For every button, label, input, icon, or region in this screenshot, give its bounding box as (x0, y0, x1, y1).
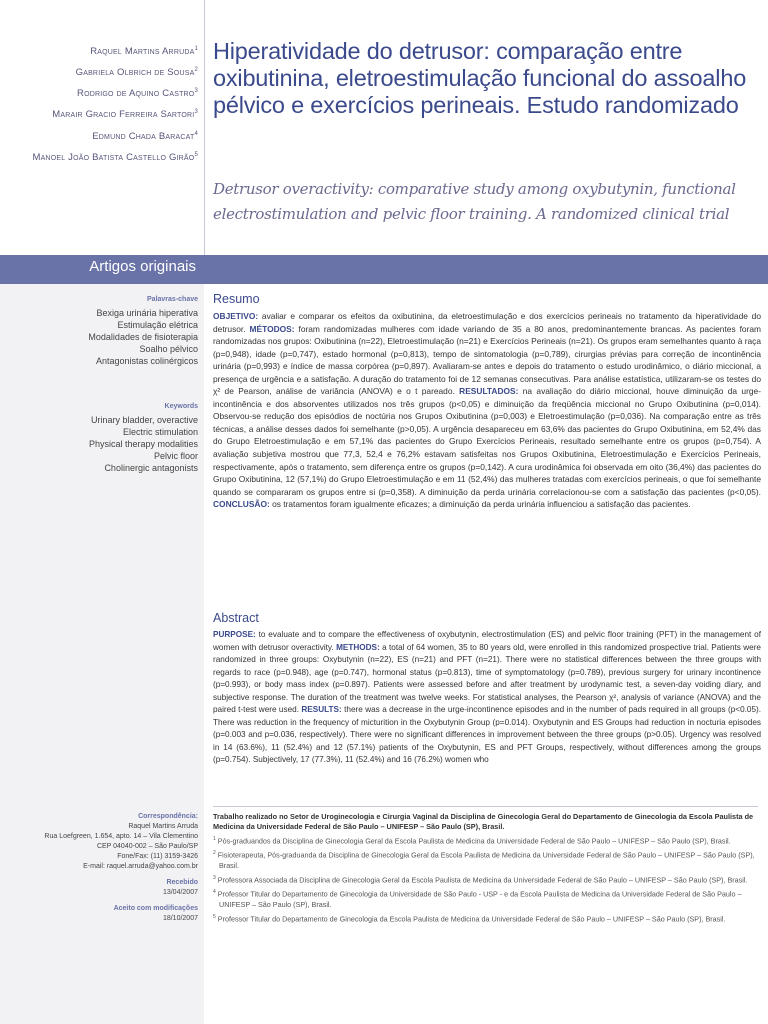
author: Rodrigo de Aquino Castro$^3$ (77, 88, 198, 100)
correspondence (8, 812, 198, 927)
keywords-en-heading: Keywords (164, 403, 198, 410)
keyword: Urinary bladder, overactive (90, 415, 198, 425)
article-subtitle: Detrusor overactivity: comparative study among oxybutynin, functional electrostimulation and pelvic floor training. A randomized clinical trial (213, 180, 736, 223)
footnote: $^5$ Professor Titular do Departamento de Ginecologia da Escola Paulista de Medicina da Universidade Federal de São Paulo – UNIFESP – São Paulo (SP), Brasil. (213, 913, 726, 923)
section-label: Artigos originais (89, 258, 196, 275)
footnotes (213, 812, 758, 926)
resumo-heading: Resumo (213, 292, 260, 306)
correspondence-label: Correspondência: (138, 813, 198, 820)
abstract-text: PURPOSE: to evaluate and to compare the effectiveness of oxybutynin, electrostimulation (ES) and pelvic floor training (PFT) in the management of women with detrusor overactivity. METHODS: a total of 64 women, 35 to 80 years old, were enrolled in this randomized prospective trial. Patients were randomized in three groups: Oxybutynin (n=22), ES (n=21) and PFT (n=21). There were no statistical differences between the three groups with regards to race (p=0.948), age (p=0.747), hormonal status (p=0.813), time of symptomatology (p=0.789), previous surgery for urinary incontinence (p=0.993), or body mass index (p=0.897). Patients were assessed before and after treatment by urodynamic test, a seven-day voiding diary, and subjective response. The duration of the treatment was twelve weeks. For statistical analyses, the Pearson χ², analysis of variance (ANOVA) and the paired t-test were used. RESULTS: there was a decrease in the urge-incontinence episodes and in the number of pads required in all groups (p<0.05). There was reduction in the frequency of micturition in the Oxybutynin Group (p=0.014). Oxybutynin and ES Groups had reduction in nocturia episodes (p=0.003 and p=0.036, respectively). There were no significant differences in improvement between the three groups (p>0.05). Urgency was resolved in 14 (63.6%), 11 (52.4%) and 12 (57.1%) patients of the Oxybutynin, ES and PFT Groups, respectively, without differences among the groups (p=0.754). Subjectively, 17 (77.3%), 11 (52.4%) and 16 (76.2%) women who (213, 630, 762, 765)
keywords-pt (8, 296, 198, 367)
footnote-divider (213, 806, 758, 807)
keyword: Physical therapy modalities (88, 439, 198, 449)
resumo-text: OBJETIVO: avaliar e comparar os efeitos da oxibutinina, da eletroestimulação e dos exercícios perineais no tratamento da hiperatividade do detrusor. MÉTODOS: foram randomizadas mulheres com idade variando de 35 a 80 anos, predominantemente brancas. As pacientes foram randomizadas nos grupos: Oxibutinina (n=22), Eletroestimulação (n=21) e Exercícios Perineais (n=21). Os grupos eram semelhantes quanto à raça (p=0,948), idade (p=0,747), estado hormonal (p=0,813), tempo de sintomatologia (p=0,789), cirurgias prévias para correção de incontinência urinária (p=0,993) e índice de massa corpórea (p=0,897). Avaliaram-se antes e depois do tratamento o estudo urodinâmico, o diário miccional, a presença de urgência e a satisfação. A duração do tratamento foi de 12 semanas consecutivas. Para análise estatística, utilizaram-se os testes do χ² de Pearson, análise de variância (ANOVA) e o t pareado. RESULTADOS: na avaliação do diário miccional, houve diminuição da urge-incontinência e dos absorventes utilizados nos três grupos (p<0,05) e diminuição da freqüência miccional no Grupo Oxibutinina (p=0,014). Observou-se redução dos episódios de noctúria nos Grupos Oxibutinina (p=0,003) e Eletroestimulação (p=0,036). Na comparação entre as três técnicas, a análise desses dados foi semelhante (p>0,05). A urgência desapareceu em 63,6% das pacientes do Grupo Oxibutinina, em 52,4% das do Grupo Eletroestimulação e em 57,1% das pacientes do Grupo Exercícios Perineais, resultado semelhante entre os grupos (p=0,754). A avaliação subjetiva mostrou que 77,3, 52,4 e 76,2% estavam satisfeitas nos Grupos Oxibutinina, Eletroestimulação e Exercícios Perineais, respectivamente, após o tratamento, sem diferença entre os grupos (p=0,142). A cura urodinâmica foi observada em oito (36,4%) das pacientes do Grupo Oxibutinina, 12 (57,1%) do Grupo Eletroestimulação e em 11 (52,4%) das mulheres tratadas com exercícios perineais, o que foi semelhante quando se compararam os grupos entre si (p=0,358). A diminuição da perda urinária correlacionou-se com a satisfação das pacientes (p<0,05). CONCLUSÃO: os tratamentos foram igualmente eficazes; a diminuição da perda urinária influenciou a satisfação das pacientes. (213, 311, 761, 510)
accepted-date: 18/10/2007 (162, 915, 198, 922)
received-date: 13/04/2007 (162, 889, 198, 896)
correspondence-line: Rua Loefgreen, 1.654, apto. 14 – Vila Clementino (44, 833, 198, 840)
accepted-label: Aceito com modificações (113, 905, 198, 912)
correspondence-line: Raquel Martins Arruda (128, 823, 198, 830)
correspondence-email: E-mail: raquel.arruda@yahoo.com.br (83, 863, 198, 870)
article-title: Hiperatividade do detrusor: comparação entre oxibutinina, eletroestimulação funcional do assoalho pélvico e exercícios perineais. Estudo randomizado (213, 38, 747, 118)
footnote: $^4$ Professor Titular do Departamento de Ginecologia da Universidade de São Paulo - USP - e da Escola Paulista de Medicina da Universidade Federal de São Paulo – UNIFESP – São Paulo (SP), Brasil. (213, 889, 742, 909)
footnote-lead: Trabalho realizado no Setor de Uroginecologia e Cirurgia Vaginal da Disciplina de Ginecologia Geral do Departamento de Ginecologia da Escola Paulista de Medicina da Universidade Federal de São Paulo – UNIFESP – São Paulo (SP), Brasil. (213, 812, 754, 831)
resumo-section (213, 292, 761, 511)
received-label: Recebido (166, 879, 198, 886)
abstract-heading: Abstract (213, 611, 259, 625)
keyword: Bexiga urinária hiperativa (96, 308, 198, 318)
author-list (32, 40, 198, 167)
author: Marair Gracio Ferreira Sartori$^3$ (52, 109, 198, 121)
keyword: Antagonistas colinérgicos (95, 356, 198, 366)
keywords-en (8, 403, 198, 474)
footnote: $^1$ Pós-graduandos da Disciplina de Ginecologia Geral da Escola Paulista de Medicina da Universidade Federal de São Paulo – UNIFESP – São Paulo (SP), Brasil. (213, 836, 731, 846)
keyword: Soalho pélvico (139, 344, 198, 354)
keyword: Modalidades de fisioterapia (88, 332, 198, 342)
abstract-section (213, 611, 761, 767)
keyword: Electric stimulation (122, 427, 198, 437)
author: Edmund Chada Baracat$^4$ (92, 130, 198, 142)
author: Raquel Martins Arruda$^1$ (90, 46, 198, 58)
header-divider (204, 0, 205, 255)
keyword: Estimulação elétrica (117, 320, 198, 330)
correspondence-line: Fone/Fax: (11) 3159-3426 (117, 853, 198, 860)
keyword: Pelvic floor (153, 451, 198, 461)
keywords-pt-heading: Palavras-chave (147, 296, 198, 303)
correspondence-line: CEP 04040-002 – São Paulo/SP (96, 843, 198, 850)
author: Gabriela Olbrich de Sousa$^2$ (75, 67, 198, 79)
footnote: $^2$ Fisioterapeuta, Pós-graduanda da Disciplina de Ginecologia Geral da Escola Paulista de Medicina da Universidade Federal de São Paulo – UNIFESP – São Paulo (SP), Brasil. (213, 850, 755, 870)
author: Manoel João Batista Castello Girão$^5$ (32, 151, 198, 163)
footnote: $^3$ Professora Associada da Disciplina de Ginecologia Geral da Escola Paulista de Medicina da Universidade Federal de São Paulo – UNIFESP – São Paulo (SP), Brasil. (213, 874, 748, 885)
keyword: Cholinergic antagonists (104, 463, 198, 473)
